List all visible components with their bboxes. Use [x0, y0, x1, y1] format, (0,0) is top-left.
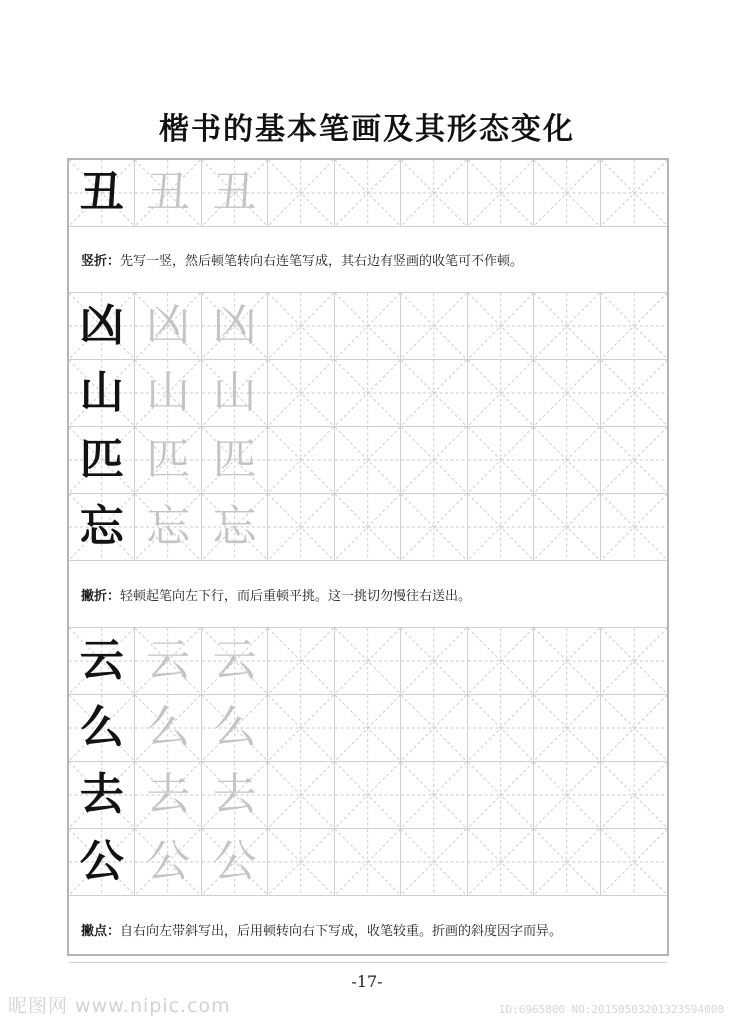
mi-grid-guides — [401, 293, 466, 359]
practice-cell — [135, 427, 201, 494]
practice-cell — [202, 494, 268, 561]
practice-cell — [135, 829, 201, 896]
practice-row — [69, 427, 667, 494]
practice-cell — [601, 293, 667, 360]
mi-grid-guides — [534, 360, 599, 426]
mi-grid-guides — [335, 293, 400, 359]
practice-cell — [401, 762, 467, 829]
stroke-description: 自右向左带斜写出，后用顿转向右下写成，收笔较重。折画的斜度因字而异。 — [120, 923, 563, 939]
practice-cell — [468, 829, 534, 896]
practice-cell — [202, 160, 268, 227]
practice-cell — [268, 293, 334, 360]
practice-cell — [534, 427, 600, 494]
practice-cell — [202, 628, 268, 695]
practice-cell — [401, 160, 467, 227]
practice-cell — [202, 293, 268, 360]
page-title: 楷书的基本笔画及其形态变化 — [159, 112, 575, 147]
practice-cell — [135, 695, 201, 762]
practice-cell — [401, 829, 467, 896]
mi-grid-guides — [468, 360, 533, 426]
practice-cell — [601, 695, 667, 762]
stroke-note — [69, 227, 667, 293]
trace-character: 么 — [212, 702, 257, 753]
practice-cell — [268, 762, 334, 829]
practice-cell — [401, 628, 467, 695]
stroke-description: 轻顿起笔向左下行，而后重顿平挑。这一挑切勿慢往右送出。 — [120, 588, 472, 604]
practice-cell — [335, 829, 401, 896]
practice-cell — [202, 762, 268, 829]
mi-grid-guides — [468, 494, 533, 560]
practice-cell — [401, 360, 467, 427]
mi-grid-guides — [601, 628, 667, 694]
practice-cell — [534, 628, 600, 695]
practice-cell — [534, 360, 600, 427]
practice-cell — [69, 427, 135, 494]
stroke-term: 撇折： — [81, 588, 121, 604]
trace-character: 凶 — [212, 300, 257, 351]
practice-cell — [468, 628, 534, 695]
mi-grid-guides — [534, 293, 599, 359]
trace-character: 丑 — [146, 167, 191, 218]
mi-grid-guides — [534, 160, 599, 226]
model-character: 云 — [79, 635, 124, 686]
mi-grid-guides — [534, 427, 599, 493]
mi-grid-guides — [335, 628, 400, 694]
practice-cell — [69, 160, 135, 227]
practice-cell — [468, 160, 534, 227]
trace-character: 匹 — [212, 434, 257, 485]
mi-grid-guides — [335, 494, 400, 560]
mi-grid-guides — [534, 628, 599, 694]
practice-cell — [401, 293, 467, 360]
model-character: 匹 — [79, 434, 124, 485]
practice-cell — [468, 293, 534, 360]
mi-grid-guides — [401, 829, 466, 895]
mi-grid-guides — [335, 695, 400, 761]
trace-character: 云 — [212, 635, 257, 686]
mi-grid-guides — [401, 360, 466, 426]
mi-grid-guides — [268, 360, 333, 426]
mi-grid-guides — [401, 695, 466, 761]
practice-cell — [468, 695, 534, 762]
trace-character: 云 — [146, 635, 191, 686]
practice-cell — [601, 360, 667, 427]
practice-sheet — [67, 158, 669, 956]
mi-grid-guides — [401, 762, 466, 828]
practice-row — [69, 494, 667, 561]
trace-character: 山 — [146, 367, 191, 418]
mi-grid-guides — [268, 160, 333, 226]
mi-grid-guides — [268, 293, 333, 359]
practice-cell — [534, 494, 600, 561]
practice-cell — [268, 829, 334, 896]
trace-character: 公 — [146, 836, 191, 887]
practice-cell — [69, 762, 135, 829]
trace-character: 忘 — [146, 501, 191, 552]
model-character: 丑 — [79, 167, 124, 218]
practice-row — [69, 695, 667, 762]
mi-grid-guides — [534, 695, 599, 761]
mi-grid-guides — [468, 427, 533, 493]
trace-character: 去 — [212, 769, 257, 820]
practice-cell — [468, 427, 534, 494]
mi-grid-guides — [468, 160, 533, 226]
stroke-note — [69, 896, 667, 963]
practice-cell — [534, 762, 600, 829]
mi-grid-guides — [468, 762, 533, 828]
practice-cell — [202, 427, 268, 494]
stroke-term: 竖折： — [81, 254, 121, 269]
practice-cell — [135, 494, 201, 561]
mi-grid-guides — [601, 293, 667, 359]
model-character: 山 — [79, 367, 124, 418]
model-character: 忘 — [79, 501, 124, 552]
watermark-id: ID:6965800 NO:20150503201323594000 — [498, 1003, 724, 1016]
trace-character: 忘 — [212, 501, 257, 552]
practice-cell — [69, 494, 135, 561]
practice-cell — [335, 427, 401, 494]
watermark-site-logo: 昵图网 www.nipic.com — [8, 995, 231, 1017]
practice-cell — [335, 628, 401, 695]
mi-grid-guides — [601, 762, 667, 828]
practice-cell — [534, 160, 600, 227]
mi-grid-guides — [335, 160, 400, 226]
practice-cell — [601, 762, 667, 829]
mi-grid-guides — [268, 427, 333, 493]
practice-cell — [601, 628, 667, 695]
stroke-description: 先写一竖，然后顿笔转向右连笔写成，其右边有竖画的收笔可不作顿。 — [120, 254, 524, 269]
practice-cell — [202, 695, 268, 762]
trace-character: 丑 — [212, 167, 257, 218]
model-character: 公 — [79, 836, 124, 887]
practice-row — [69, 360, 667, 427]
practice-row — [69, 293, 667, 360]
practice-row — [69, 160, 667, 227]
mi-grid-guides — [401, 160, 466, 226]
practice-cell — [601, 829, 667, 896]
practice-cell — [135, 160, 201, 227]
trace-character: 凶 — [146, 300, 191, 351]
practice-cell — [268, 427, 334, 494]
practice-row — [69, 628, 667, 695]
mi-grid-guides — [335, 427, 400, 493]
practice-cell — [268, 494, 334, 561]
mi-grid-guides — [335, 829, 400, 895]
mi-grid-guides — [268, 695, 333, 761]
mi-grid-guides — [401, 628, 466, 694]
trace-character: 么 — [146, 702, 191, 753]
mi-grid-guides — [601, 829, 667, 895]
practice-cell — [534, 829, 600, 896]
mi-grid-guides — [468, 293, 533, 359]
practice-cell — [268, 360, 334, 427]
mi-grid-guides — [601, 360, 667, 426]
practice-cell — [468, 494, 534, 561]
practice-cell — [268, 160, 334, 227]
trace-character: 山 — [212, 367, 257, 418]
trace-character: 匹 — [146, 434, 191, 485]
mi-grid-guides — [268, 829, 333, 895]
model-character: 凶 — [79, 300, 124, 351]
trace-character: 去 — [146, 769, 191, 820]
model-character: 去 — [79, 769, 124, 820]
mi-grid-guides — [268, 494, 333, 560]
mi-grid-guides — [601, 695, 667, 761]
mi-grid-guides — [401, 427, 466, 493]
practice-cell — [268, 695, 334, 762]
mi-grid-guides — [601, 160, 667, 226]
practice-cell — [401, 494, 467, 561]
practice-cell — [69, 695, 135, 762]
mi-grid-guides — [401, 494, 466, 560]
practice-cell — [401, 695, 467, 762]
practice-cell — [69, 628, 135, 695]
mi-grid-guides — [534, 829, 599, 895]
practice-cell — [468, 762, 534, 829]
practice-cell — [534, 695, 600, 762]
mi-grid-guides — [534, 494, 599, 560]
mi-grid-guides — [335, 762, 400, 828]
practice-row — [69, 829, 667, 896]
practice-cell — [601, 494, 667, 561]
practice-cell — [468, 360, 534, 427]
practice-cell — [135, 628, 201, 695]
mi-grid-guides — [268, 762, 333, 828]
practice-cell — [135, 360, 201, 427]
trace-character: 公 — [212, 836, 257, 887]
practice-cell — [401, 427, 467, 494]
practice-cell — [202, 829, 268, 896]
practice-cell — [335, 494, 401, 561]
practice-cell — [601, 427, 667, 494]
mi-grid-guides — [601, 427, 667, 493]
mi-grid-guides — [468, 829, 533, 895]
practice-cell — [335, 293, 401, 360]
practice-cell — [534, 293, 600, 360]
practice-cell — [135, 762, 201, 829]
practice-cell — [335, 160, 401, 227]
mi-grid-guides — [468, 628, 533, 694]
practice-cell — [69, 360, 135, 427]
mi-grid-guides — [268, 628, 333, 694]
mi-grid-guides — [335, 360, 400, 426]
practice-cell — [202, 360, 268, 427]
mi-grid-guides — [601, 494, 667, 560]
practice-cell — [335, 762, 401, 829]
practice-row — [69, 762, 667, 829]
page-number: -17- — [351, 972, 383, 991]
mi-grid-guides — [534, 762, 599, 828]
model-character: 么 — [79, 702, 124, 753]
practice-cell — [268, 628, 334, 695]
stroke-term: 撇点： — [81, 923, 121, 939]
practice-cell — [135, 293, 201, 360]
practice-cell — [335, 695, 401, 762]
practice-cell — [601, 160, 667, 227]
practice-cell — [69, 829, 135, 896]
stroke-note — [69, 561, 667, 628]
practice-cell — [69, 293, 135, 360]
practice-cell — [335, 360, 401, 427]
mi-grid-guides — [468, 695, 533, 761]
